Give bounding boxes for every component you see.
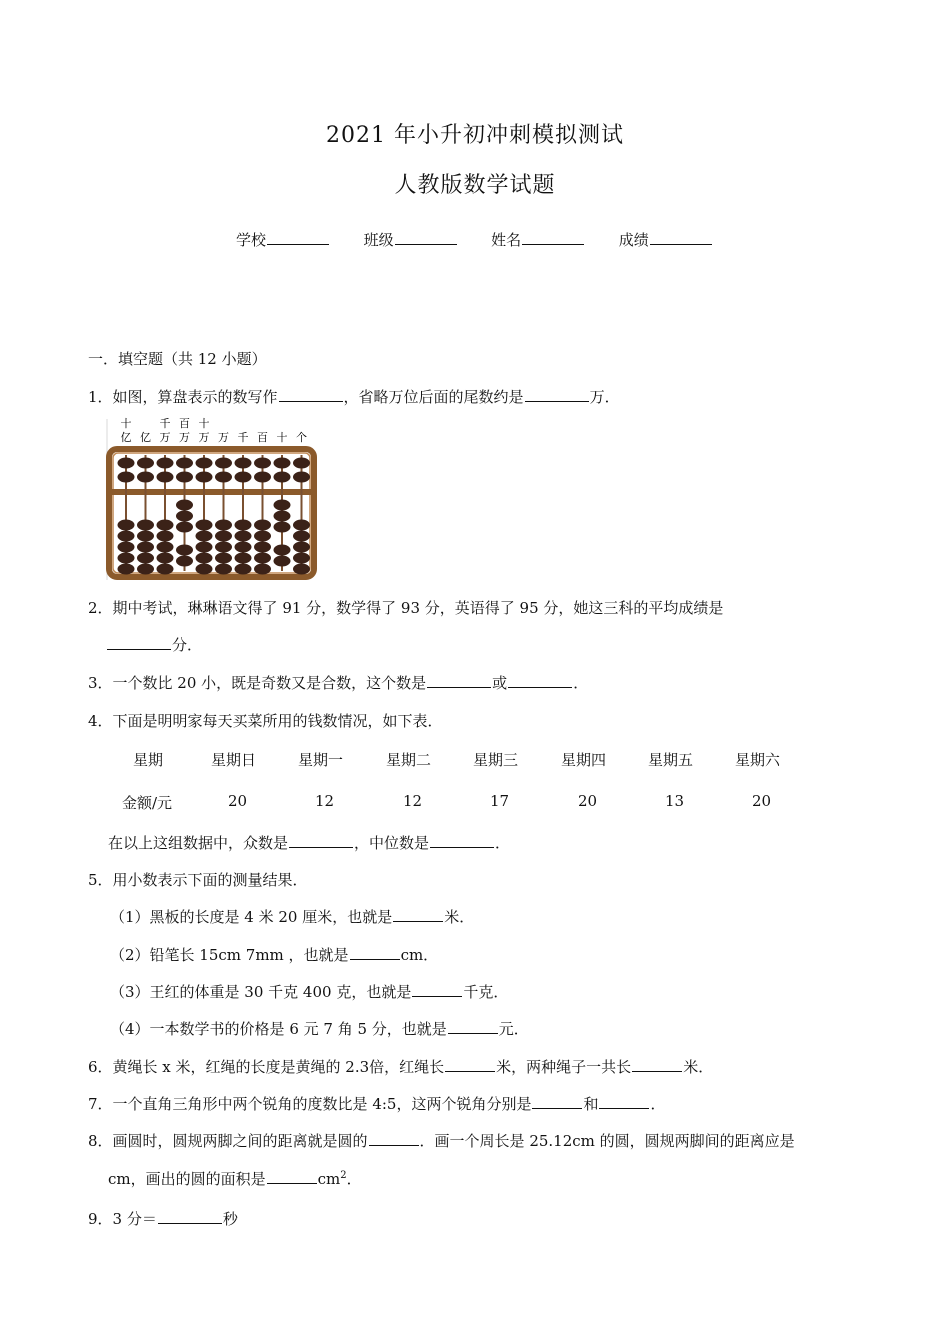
abacus-label-bottom: 万 — [179, 431, 190, 444]
question-5 — [88, 869, 308, 890]
table-cell-r1c4: 星期二 — [386, 751, 432, 769]
abacus-bead — [293, 458, 310, 469]
question-4 — [88, 710, 443, 731]
section-heading: 一．填空题（共 12 小题） — [88, 350, 267, 368]
abacus-bead — [196, 564, 213, 575]
abacus-bead — [118, 472, 135, 483]
abacus-bead — [137, 520, 154, 531]
q5-p3-text-b: 千克． — [463, 983, 509, 1001]
abacus-bead — [176, 500, 193, 511]
question-5-part-2 — [110, 944, 438, 965]
abacus-bead — [176, 556, 193, 567]
abacus-bead — [215, 553, 232, 564]
school-field[interactable] — [267, 230, 329, 245]
abacus-bead — [196, 458, 213, 469]
question-5-part-4 — [110, 1018, 529, 1039]
q3-text-b: 或 — [492, 674, 508, 692]
name-field[interactable] — [522, 230, 584, 245]
abacus-bead — [235, 542, 252, 553]
q6-blank-2[interactable] — [632, 1057, 682, 1072]
abacus-bead — [118, 520, 135, 531]
abacus-bead — [274, 545, 291, 556]
abacus-bead — [196, 520, 213, 531]
table-cell-r2c5: 17 — [490, 792, 510, 810]
abacus-label-bottom: 万 — [218, 431, 229, 444]
abacus-bead — [254, 564, 271, 575]
q3-text-a: 3．一个数比 20 小，既是奇数又是合数，这个数是 — [88, 674, 427, 692]
q5-p4-blank[interactable] — [448, 1019, 498, 1034]
question-5-part-1 — [110, 906, 474, 927]
abacus-label-bottom: 亿 — [140, 431, 151, 444]
q2-text-a: 2．期中考试，琳琳语文得了 91 分，数学得了 93 分，英语得了 95 分，她这三科的平均成绩是 — [88, 599, 724, 617]
table-cell-r2c8: 20 — [752, 792, 772, 810]
abacus-bead — [293, 472, 310, 483]
abacus-bead — [137, 564, 154, 575]
abacus-label-bottom: 亿 — [120, 431, 132, 444]
abacus-bead — [196, 553, 213, 564]
q6-text-b: 米，两种绳子一共长 — [496, 1058, 632, 1076]
q7-text-b: 和 — [583, 1095, 599, 1113]
table-cell-r2c3: 12 — [315, 792, 335, 810]
q9-blank[interactable] — [158, 1209, 222, 1224]
abacus-bead — [137, 472, 154, 483]
q5-p3-blank[interactable] — [412, 982, 462, 997]
student-info-row — [236, 229, 713, 250]
abacus-bead — [215, 472, 232, 483]
q8-text-b: ．画一个周长是 25.12cm 的圆，圆规两脚间的距离应是 — [419, 1132, 795, 1150]
abacus-label-top: 百 — [179, 417, 190, 430]
page-subtitle: 人教版数学试题 — [394, 173, 556, 198]
abacus-bead — [157, 564, 174, 575]
abacus-bead — [157, 458, 174, 469]
q5-p4-text-a: （4）一本数学书的价格是 6 元 7 角 5 分，也就是 — [110, 1020, 447, 1038]
abacus-bead — [137, 553, 154, 564]
question-5-part-3 — [110, 981, 508, 1002]
abacus-figure — [106, 415, 318, 581]
q5-p1-text-b: 米． — [444, 908, 475, 926]
question-3 — [88, 672, 588, 693]
abacus-bead — [176, 522, 193, 533]
table-cell-r2c6: 20 — [578, 792, 598, 810]
q3-blank-1[interactable] — [427, 673, 491, 688]
abacus-bead — [235, 472, 252, 483]
abacus-bead — [215, 531, 232, 542]
question-6 — [88, 1056, 713, 1077]
abacus-bead — [235, 564, 252, 575]
question-9 — [88, 1208, 238, 1229]
abacus-bead — [137, 542, 154, 553]
table-cell-r1c1: 星期 — [133, 751, 164, 769]
abacus-bead — [118, 564, 135, 575]
q5-p2-text-b: cm． — [400, 946, 439, 964]
abacus-bead — [157, 542, 174, 553]
table-cell-r2c4: 12 — [403, 792, 423, 810]
q1-text-a: 1．如图，算盘表示的数写作 — [88, 388, 278, 406]
abacus-label-bottom: 百 — [257, 431, 268, 444]
q8-superscript: 2 — [340, 1170, 347, 1181]
abacus-bead — [235, 520, 252, 531]
q5-p3-text-a: （3）王红的体重是 30 千克 400 克，也就是 — [110, 983, 412, 1001]
q1-text-c: 万． — [589, 388, 620, 406]
abacus-label-top: 十 — [120, 417, 132, 430]
q4-text-c: ，中位数是 — [354, 834, 430, 852]
table-cell-r1c7: 星期五 — [648, 751, 694, 769]
table-cell-r2c2: 20 — [228, 792, 248, 810]
abacus-bead — [274, 556, 291, 567]
class-label: 班级 — [363, 231, 394, 249]
abacus-label-top: 十 — [198, 417, 210, 430]
q6-text-c: 米． — [683, 1058, 714, 1076]
q8-text-e: ． — [346, 1170, 362, 1188]
abacus-bead — [235, 458, 252, 469]
q5-p1-text-a: （1）黑板的长度是 4 米 20 厘米，也就是 — [110, 908, 393, 926]
q6-blank-1[interactable] — [445, 1057, 495, 1072]
table-cell-r2c7: 13 — [665, 792, 685, 810]
abacus-bead — [118, 553, 135, 564]
abacus-bead — [254, 472, 271, 483]
q4-text-d: ． — [495, 834, 511, 852]
abacus-bead — [215, 520, 232, 531]
abacus-bead — [235, 553, 252, 564]
table-cell-r1c8: 星期六 — [735, 751, 781, 769]
abacus-bead — [176, 545, 193, 556]
abacus-label-bottom: 十 — [276, 431, 288, 444]
abacus-bead — [293, 520, 310, 531]
question-8 — [88, 1130, 795, 1151]
question-7 — [88, 1093, 666, 1114]
abacus-bead — [215, 542, 232, 553]
table-cell-r1c6: 星期四 — [561, 751, 607, 769]
table-cell-r2c1: 金额/元 — [122, 794, 173, 812]
score-field[interactable] — [650, 230, 712, 245]
abacus-bead — [274, 472, 291, 483]
table-cell-r1c3: 星期一 — [298, 751, 344, 769]
abacus-bead — [293, 564, 310, 575]
abacus-bead — [274, 500, 291, 511]
q8-blank-1[interactable] — [369, 1131, 419, 1146]
name-label: 姓名 — [491, 231, 522, 249]
q5-text-a: 5．用小数表示下面的测量结果． — [88, 871, 308, 889]
class-field[interactable] — [395, 230, 457, 245]
table-cell-r1c2: 星期日 — [211, 751, 257, 769]
q7-text-a: 7．一个直角三角形中两个锐角的度数比是 4:5，这两个锐角分别是 — [88, 1095, 532, 1113]
q9-text-a: 9．3 分＝ — [88, 1210, 157, 1228]
q7-blank-1[interactable] — [532, 1094, 582, 1109]
abacus-bead — [215, 564, 232, 575]
question-2 — [88, 597, 723, 618]
abacus-bead — [157, 472, 174, 483]
q7-blank-2[interactable] — [599, 1094, 649, 1109]
q8-text-a: 8．画圆时，圆规两脚之间的距离就是圆的 — [88, 1132, 368, 1150]
abacus-bead — [254, 553, 271, 564]
abacus-label-top: 千 — [159, 417, 171, 430]
q1-blank-2[interactable] — [525, 387, 589, 402]
abacus-bead — [118, 458, 135, 469]
abacus-label-bottom: 万 — [198, 431, 210, 444]
abacus-bead — [293, 553, 310, 564]
abacus-bead — [176, 458, 193, 469]
q1-text-b: ，省略万位后面的尾数约是 — [343, 388, 524, 406]
q8-text-c: cm，画出的圆的面积是 — [108, 1170, 266, 1188]
abacus-bead — [196, 531, 213, 542]
q8-blank-2[interactable] — [267, 1169, 317, 1184]
abacus-bead — [215, 458, 232, 469]
abacus-bead — [274, 511, 291, 522]
question-4-cont — [108, 832, 510, 853]
abacus-bead — [196, 472, 213, 483]
question-1 — [88, 386, 620, 407]
q2-text-b: 分． — [172, 636, 203, 654]
q4-text-b: 在以上这组数据中，众数是 — [108, 834, 289, 852]
abacus-bead — [176, 511, 193, 522]
abacus-label-bottom: 个 — [296, 431, 307, 444]
abacus-bead — [157, 553, 174, 564]
q3-text-c: ． — [573, 674, 589, 692]
q5-p2-text-a: （2）铅笔长 15cm 7mm ，也就是 — [110, 946, 349, 964]
q5-p1-blank[interactable] — [393, 907, 443, 922]
abacus-bead — [235, 531, 252, 542]
q5-p2-blank[interactable] — [350, 945, 400, 960]
abacus-bead — [293, 531, 310, 542]
abacus-bead — [254, 458, 271, 469]
q1-blank-1[interactable] — [279, 387, 343, 402]
q4-text-a: 4．下面是明明家每天买菜所用的钱数情况，如下表． — [88, 712, 443, 730]
abacus-bead — [274, 458, 291, 469]
abacus-bead — [137, 458, 154, 469]
q4-blank-1[interactable] — [289, 833, 353, 848]
question-2-cont — [106, 634, 202, 655]
abacus-bead — [118, 531, 135, 542]
abacus-bead — [274, 522, 291, 533]
abacus-bead — [176, 472, 193, 483]
q7-text-c: ． — [650, 1095, 666, 1113]
q8-text-d: cm — [317, 1170, 341, 1188]
abacus-bead — [157, 520, 174, 531]
abacus-bead — [196, 542, 213, 553]
page-title: 2021 年小升初冲刺模拟测试 — [326, 123, 624, 148]
abacus-bead — [157, 531, 174, 542]
abacus-bead — [254, 542, 271, 553]
table-cell-r1c5: 星期三 — [473, 751, 519, 769]
abacus-bead — [137, 531, 154, 542]
abacus-bead — [254, 520, 271, 531]
q6-text-a: 6．黄绳长 x 米，红绳的长度是黄绳的 2.3倍，红绳长 — [88, 1058, 445, 1076]
question-8-cont — [108, 1168, 362, 1189]
abacus-bead — [293, 542, 310, 553]
q2-blank[interactable] — [107, 635, 171, 650]
abacus-bead — [118, 542, 135, 553]
q9-text-b: 秒 — [222, 1210, 238, 1228]
abacus-label-bottom: 万 — [159, 431, 171, 444]
q3-blank-2[interactable] — [508, 673, 572, 688]
q4-blank-2[interactable] — [430, 833, 494, 848]
score-label: 成绩 — [618, 231, 649, 249]
school-label: 学校 — [236, 231, 267, 249]
abacus-bead — [254, 531, 271, 542]
abacus-label-bottom: 千 — [237, 431, 249, 444]
q5-p4-text-b: 元． — [498, 1020, 529, 1038]
